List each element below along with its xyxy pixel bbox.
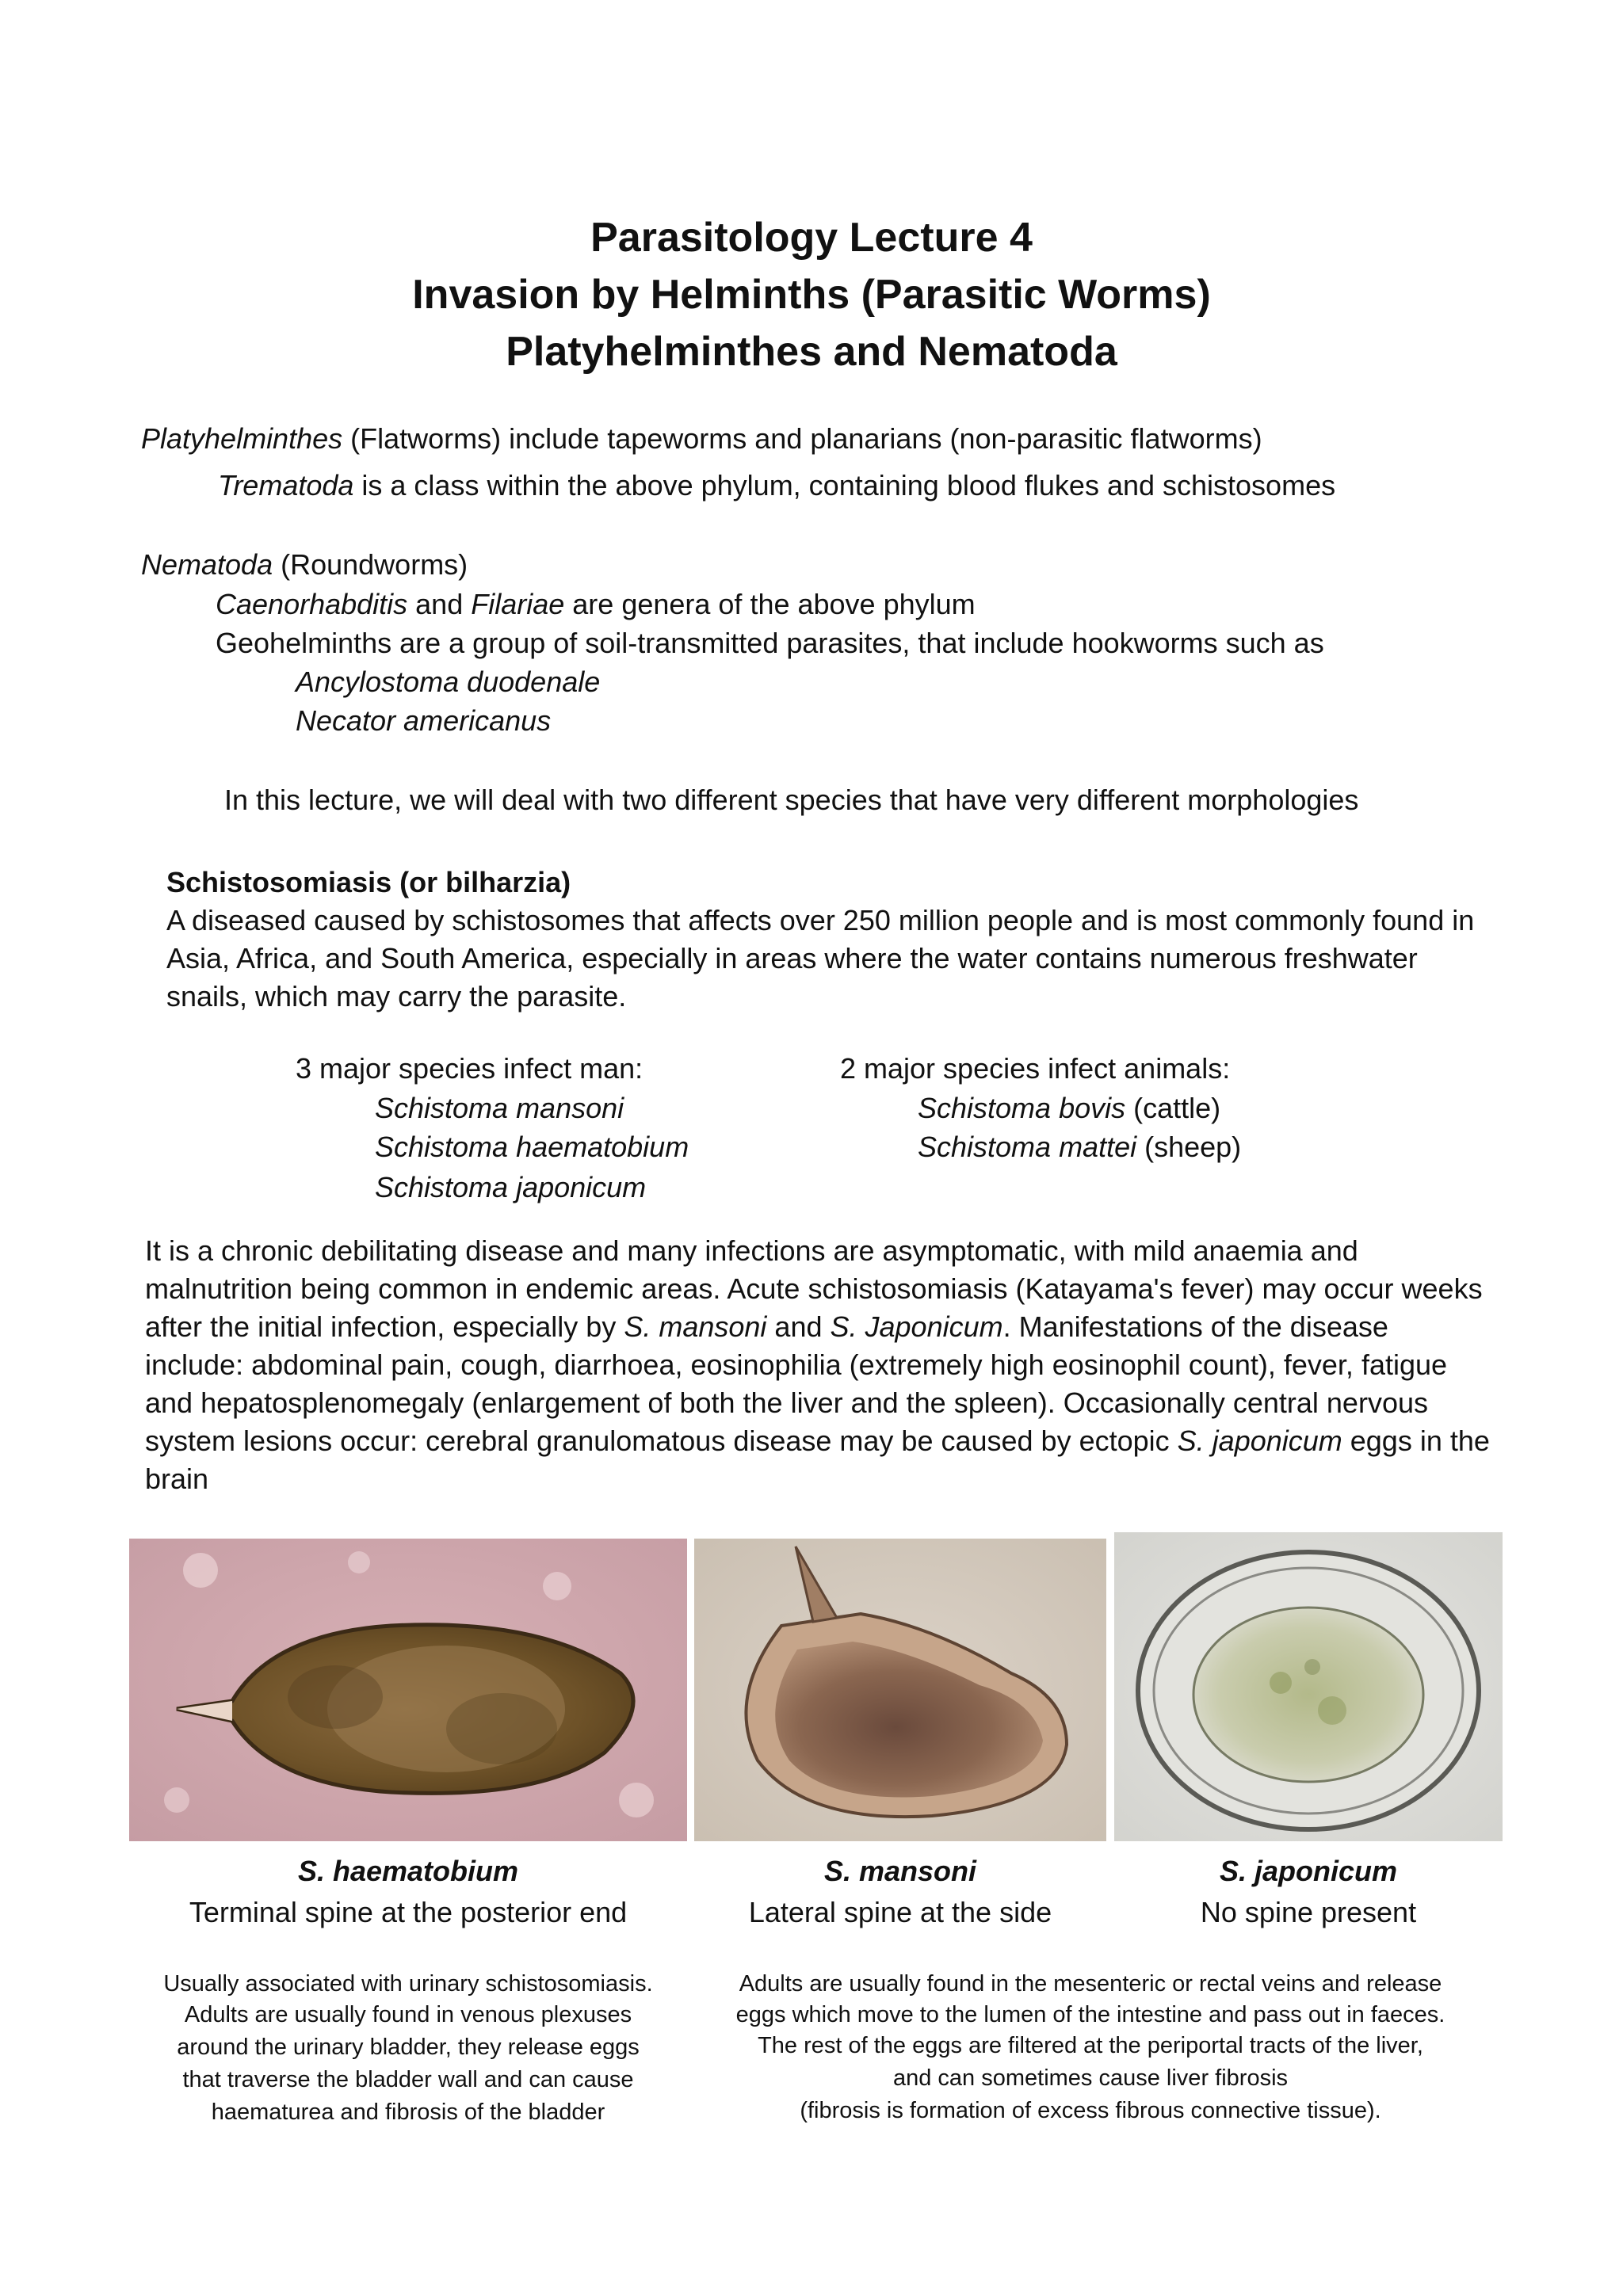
genera-line [216,585,976,624]
note-haematobium-line: around the urinary bladder, they release eggs [177,2035,640,2060]
animal-species-host: (sheep) [1136,1131,1242,1163]
species-japonicum: S. japonicum [1177,1425,1342,1457]
nematoda-line [141,546,468,584]
trematoda-term: Trematoda [218,469,354,502]
caption-mansoni-name: S. mansoni [823,1855,977,1887]
genera-desc: are genera of the above phylum [564,588,976,620]
caption-haematobium-desc: Terminal spine at the posterior end [189,1896,628,1928]
hookworm-necator: Necator americanus [296,704,552,737]
caenorhabditis-term: Caenorhabditis [216,588,408,620]
animal-species-name: Schistoma bovis [918,1092,1126,1124]
caption-mansoni-desc: Lateral spine at the side [748,1896,1052,1928]
disease-text: It is a chronic debilitating disease and many infections are asymptomatic, with mild anaemia and malnutrition being common in endemic areas. Acute schistosomiasis (Katayama's fever) may occur weeks after the initial infection, especially by [145,1234,1483,1343]
trematoda-desc: is a class within the above phylum, containing blood flukes and schistosomes [353,469,1336,502]
platyhelminthes-desc: (Flatworms) include tapeworms and planarians (non-parasitic flatworms) [342,422,1262,455]
disease-paragraph [145,1232,1492,1498]
haematobium-egg-photo [129,1539,687,1841]
nematoda-desc: (Roundworms) [273,548,468,581]
hookworm-ancylostoma: Ancylostoma duodenale [296,666,601,698]
note-mansoni-japonicum-line: eggs which move to the lumen of the intestine and pass out in faeces. [735,2002,1445,2027]
nematoda-term: Nematoda [141,548,273,581]
trematoda-line [218,467,1335,505]
platyhelminthes-term: Platyhelminthes [141,422,343,455]
note-haematobium-line: haematurea and fibrosis of the bladder [211,2100,605,2125]
filariae-term: Filariae [471,588,565,620]
title-line-2: Invasion by Helminths (Parasitic Worms) [412,272,1211,318]
note-haematobium-line: Usually associated with urinary schistosomiasis. [163,1971,653,1997]
disease-text: . Manifestations of the disease include: abdominal pain, cough, diarrhoea, eosinophilia (extremely high eosinophil count), fever, fatigue and hepatosplenomegaly (enlargement of both the liver and the spleen). Occasionally central nervous system lesions occur: cerebral granulomatous disease may be caused by ectopic [145,1310,1448,1457]
lecture-note: In this lecture, we will deal with two different species that have very different morphologies [224,784,1359,816]
animal-species-item [918,1128,1241,1166]
note-mansoni-japonicum-line: (fibrosis is formation of excess fibrous connective tissue). [800,2098,1381,2123]
note-haematobium-line: Adults are usually found in venous plexuses [184,2002,632,2027]
geohelminths-line: Geohelminths are a group of soil-transmitted parasites, that include hookworms such as [216,627,1324,659]
schistosomiasis-heading: Schistosomiasis (or bilharzia) [166,866,571,898]
note-mansoni-japonicum-line: Adults are usually found in the mesenteric or rectal veins and release [739,1971,1442,1997]
note-haematobium-line: that traverse the bladder wall and can cause [182,2067,634,2092]
platyhelminthes-line [141,420,1262,458]
disease-text: and [766,1310,831,1343]
man-species-item: Schistoma mansoni [375,1092,624,1124]
caption-japonicum-desc: No spine present [1200,1896,1417,1928]
animal-species-item [918,1089,1220,1127]
note-mansoni-japonicum-line: The rest of the eggs are filtered at the periportal tracts of the liver, [758,2033,1423,2058]
species-mansoni: S. mansoni [624,1310,767,1343]
caption-haematobium-name: S. haematobium [297,1855,519,1887]
animal-species-name: Schistoma mattei [918,1131,1137,1163]
animal-species-heading: 2 major species infect animals: [840,1052,1231,1085]
man-species-heading: 3 major species infect man: [296,1052,643,1085]
disease-text: eggs in the brain [145,1425,1490,1495]
and-text: and [407,588,472,620]
animal-species-host: (cattle) [1125,1092,1221,1124]
mansoni-egg-photo [694,1539,1106,1841]
schistosomiasis-description: A diseased caused by schistosomes that affects over 250 million people and is most commonly found in Asia, Africa, and South America, especially in areas where the water contains numerous freshwater snails, which may carry the parasite. [166,904,1475,1013]
man-species-item: Schistoma haematobium [375,1131,689,1163]
title-line-1: Parasitology Lecture 4 [590,215,1033,261]
caption-japonicum-name: S. japonicum [1219,1855,1398,1887]
japonicum-egg-photo [1114,1532,1503,1841]
species-japonicum: S. Japonicum [830,1310,1003,1343]
note-mansoni-japonicum-line: and can sometimes cause liver fibrosis [892,2065,1289,2091]
man-species-item: Schistoma japonicum [375,1171,647,1203]
title-line-3: Platyhelminthes and Nematoda [506,329,1117,375]
